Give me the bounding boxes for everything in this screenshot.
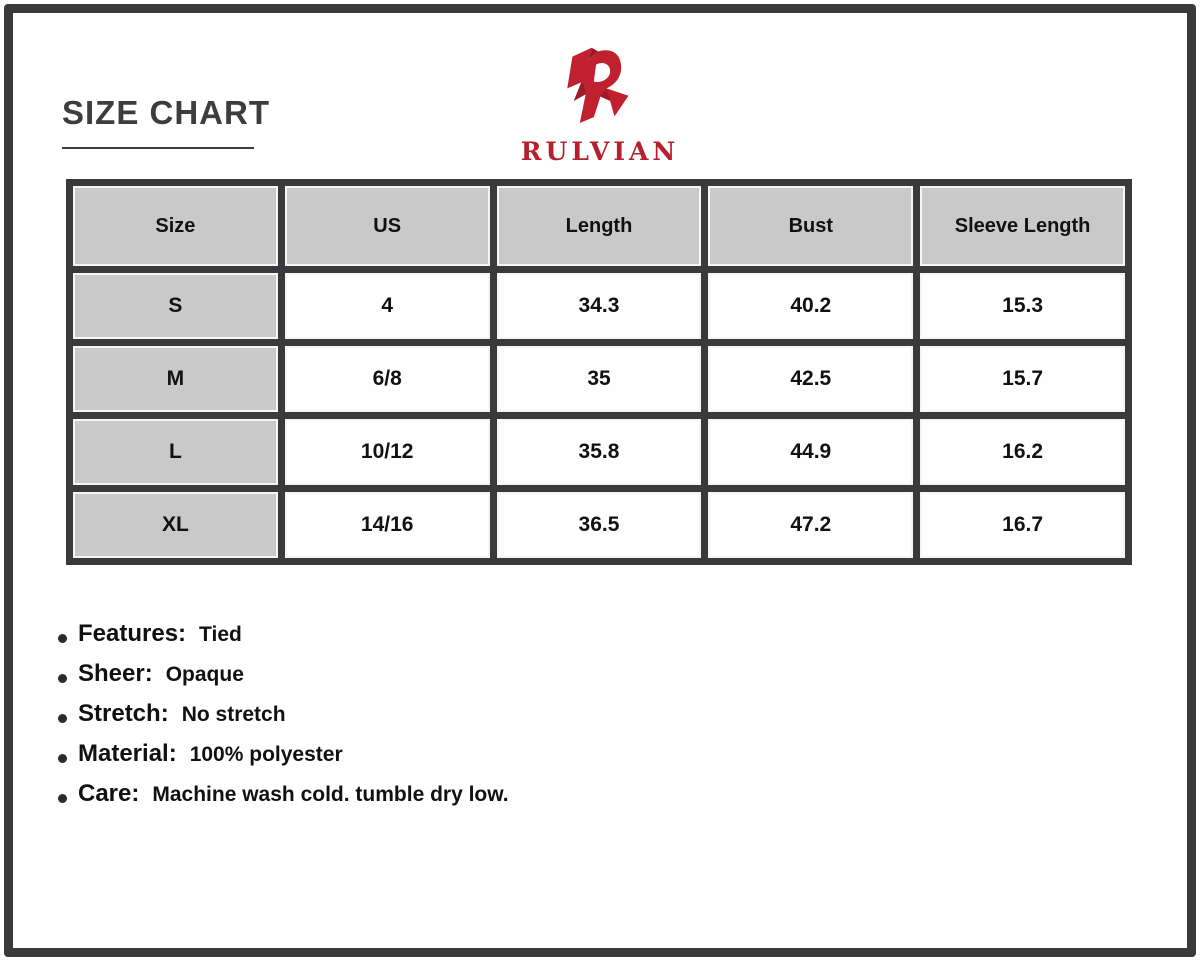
us-value-cell: 14/16 [285, 492, 490, 558]
list-item [58, 700, 509, 740]
brand-monogram-icon [552, 34, 648, 136]
size-table [66, 179, 1132, 565]
bullet-icon [58, 714, 67, 723]
product-details-list [58, 620, 509, 820]
bust-value-cell: 44.9 [708, 419, 913, 485]
sleeve-length-value-cell: 15.7 [920, 346, 1125, 412]
size-label-cell: S [73, 273, 278, 339]
title-block [62, 94, 270, 149]
list-item [58, 780, 509, 820]
detail-value: Opaque [165, 663, 244, 686]
length-value-cell: 35 [497, 346, 702, 412]
bust-value-cell: 42.5 [708, 346, 913, 412]
detail-value: Tied [199, 623, 242, 646]
detail-value: 100% polyester [189, 743, 343, 766]
bust-value-cell: 47.2 [708, 492, 913, 558]
size-table-header-row [73, 186, 1125, 266]
page-title: SIZE CHART [62, 94, 270, 131]
us-value-cell: 4 [285, 273, 490, 339]
title-underline [62, 147, 254, 149]
column-header-length: Length [497, 186, 702, 266]
column-header-bust: Bust [708, 186, 913, 266]
detail-value: Machine wash cold. tumble dry low. [152, 783, 509, 806]
length-value-cell: 35.8 [497, 419, 702, 485]
size-label-cell: M [73, 346, 278, 412]
column-header-us: US [285, 186, 490, 266]
detail-label: Sheer: [78, 660, 153, 687]
sleeve-length-value-cell: 16.2 [920, 419, 1125, 485]
us-value-cell: 10/12 [285, 419, 490, 485]
column-header-sleeve-length: Sleeve Length [920, 186, 1125, 266]
table-row [73, 419, 1125, 485]
us-value-cell: 6/8 [285, 346, 490, 412]
bullet-icon [58, 754, 67, 763]
bullet-icon [58, 674, 67, 683]
size-label-cell: XL [73, 492, 278, 558]
table-row [73, 492, 1125, 558]
bust-value-cell: 40.2 [708, 273, 913, 339]
bullet-icon [58, 634, 67, 643]
table-row [73, 346, 1125, 412]
size-table-container [66, 179, 1132, 565]
detail-value: No stretch [181, 703, 286, 726]
sleeve-length-value-cell: 16.7 [920, 492, 1125, 558]
detail-label: Care: [78, 780, 140, 807]
size-label-cell: L [73, 419, 278, 485]
length-value-cell: 34.3 [497, 273, 702, 339]
detail-label: Material: [78, 740, 177, 767]
list-item [58, 620, 509, 660]
length-value-cell: 36.5 [497, 492, 702, 558]
detail-label: Features: [78, 620, 187, 647]
bullet-icon [58, 794, 67, 803]
table-row [73, 273, 1125, 339]
sleeve-length-value-cell: 15.3 [920, 273, 1125, 339]
column-header-size: Size [73, 186, 278, 266]
list-item [58, 660, 509, 700]
brand-name: RULVIAN [520, 137, 680, 166]
detail-label: Stretch: [78, 700, 169, 727]
brand-logo [521, 34, 680, 166]
list-item [58, 740, 509, 780]
